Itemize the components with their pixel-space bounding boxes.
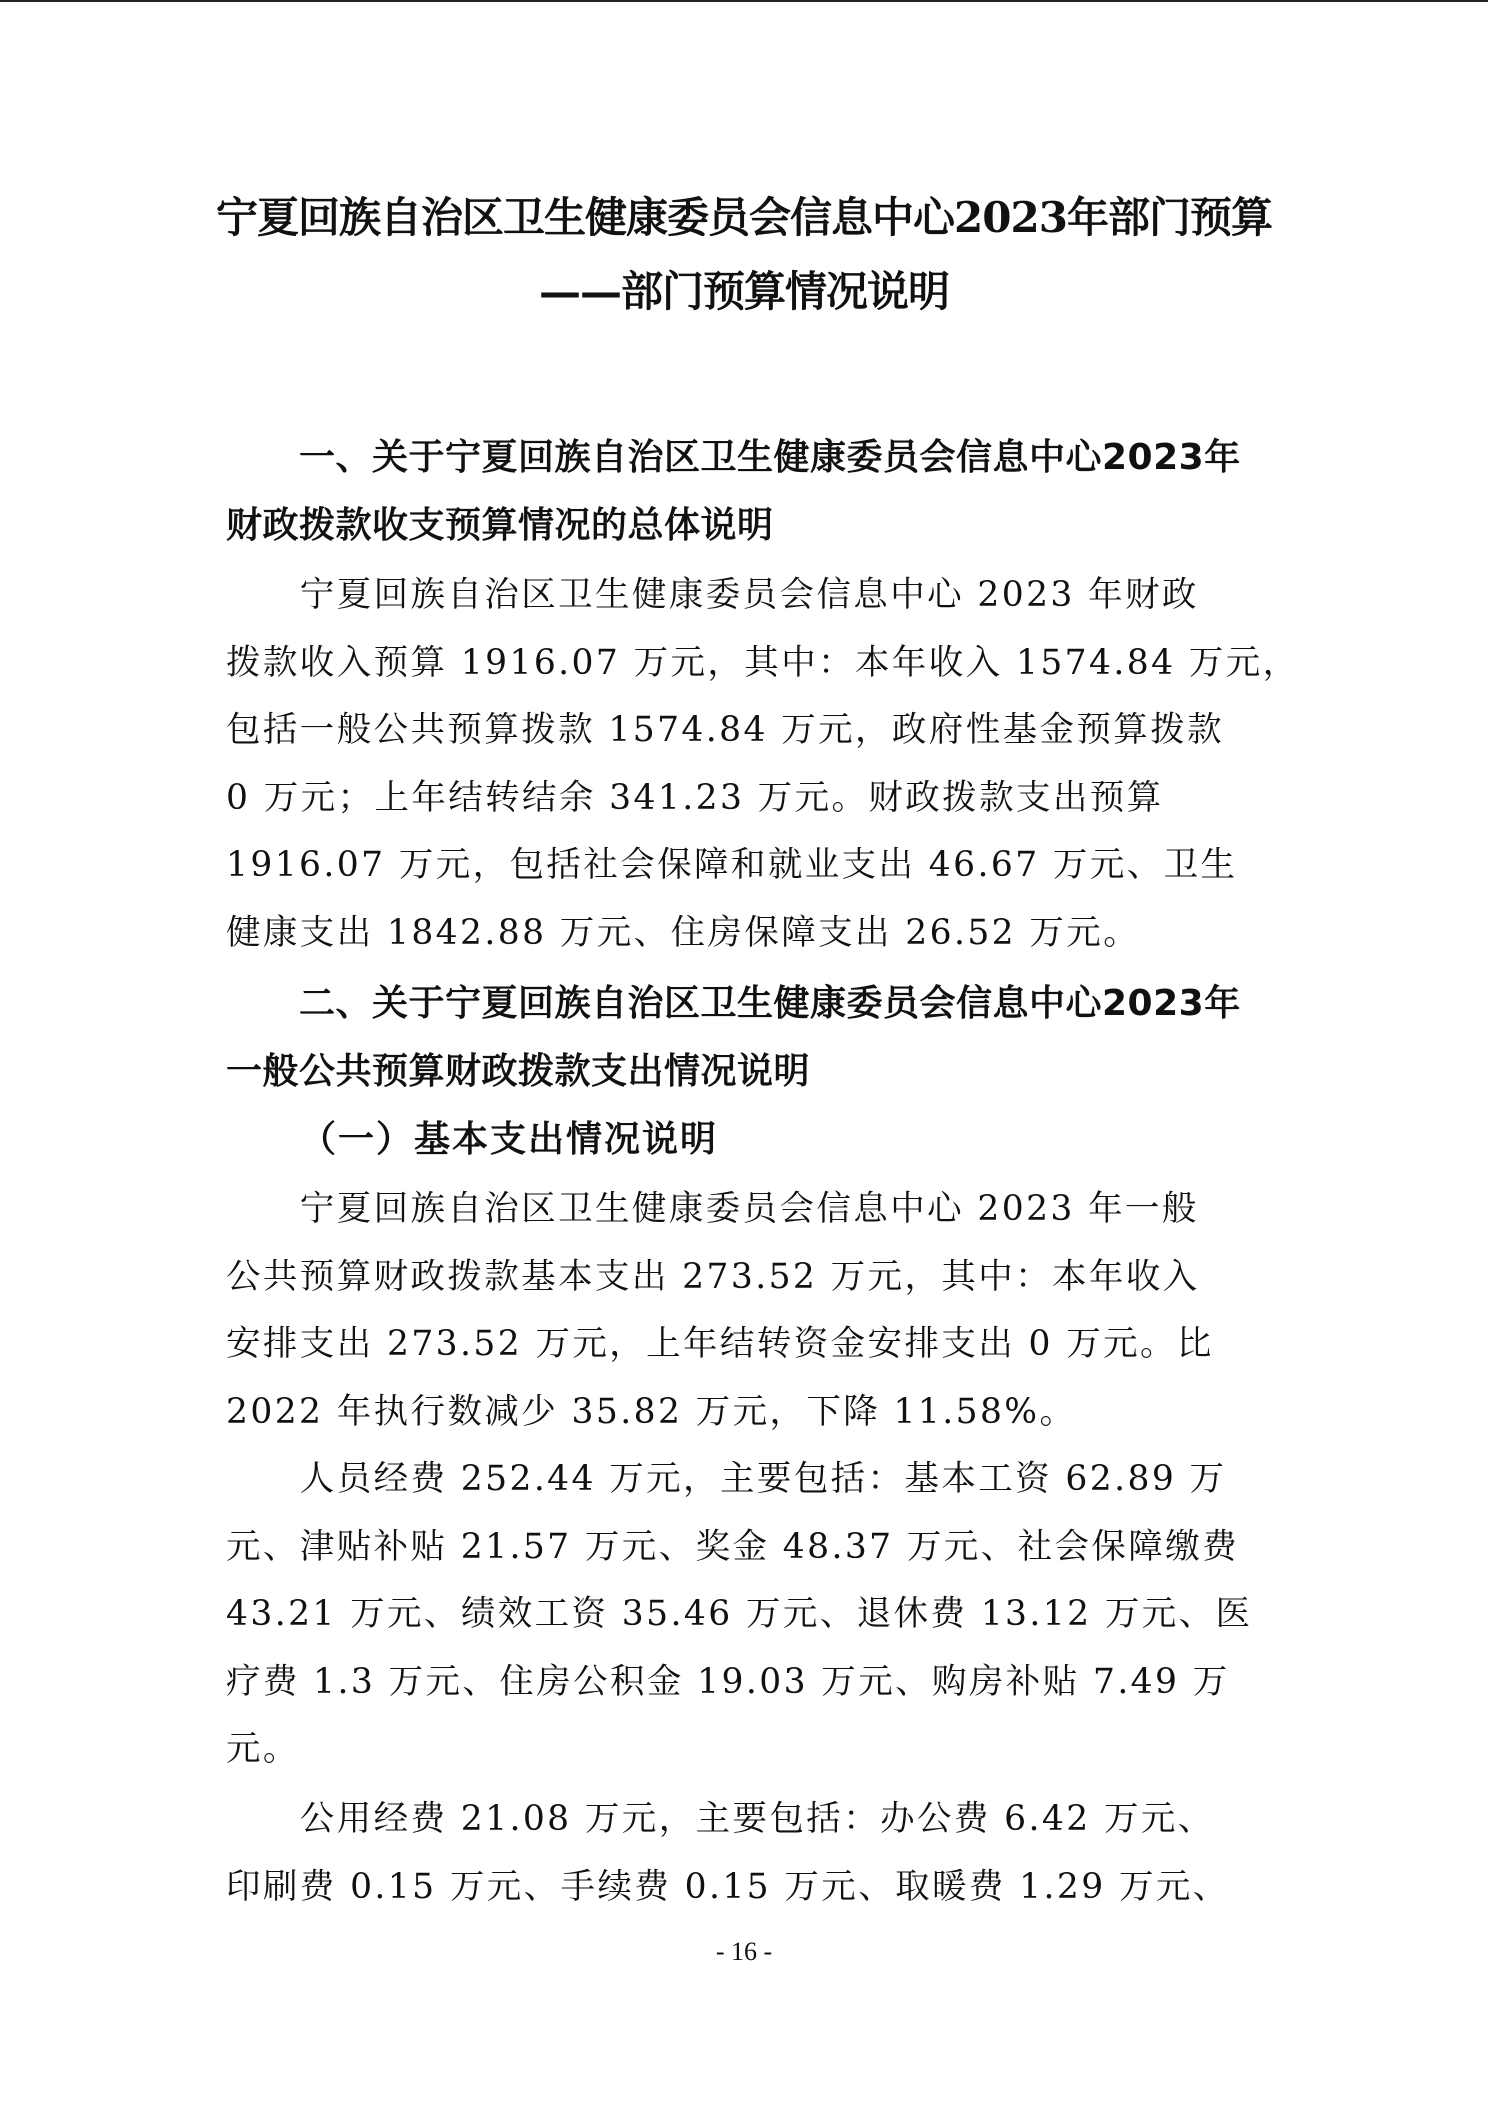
paragraph-line: 2022 年执行数减少 35.82 万元，下降 11.58%。 — [226, 1391, 1077, 1432]
top-border-line — [0, 0, 1488, 2]
paragraph-line: 拨款收入预算 1916.07 万元，其中：本年收入 1574.84 万元， — [226, 642, 1300, 683]
paragraph-line: 元、津贴补贴 21.57 万元、奖金 48.37 万元、社会保障缴费 — [226, 1526, 1239, 1567]
paragraph-line: 公共预算财政拨款基本支出 273.52 万元，其中：本年收入 — [226, 1256, 1200, 1297]
paragraph-line: 疗费 1.3 万元、住房公积金 19.03 万元、购房补贴 7.49 万 — [226, 1661, 1230, 1702]
paragraph-line: 健康支出 1842.88 万元、住房保障支出 26.52 万元。 — [226, 912, 1141, 953]
section-1-heading-line: 一、关于宁夏回族自治区卫生健康委员会信息中心2023年 — [226, 437, 1241, 478]
page-number: - 16 - — [715, 1937, 773, 1966]
paragraph-line: 元。 — [226, 1729, 300, 1769]
paragraph-line: 人员经费 252.44 万元，主要包括：基本工资 62.89 万 — [226, 1459, 1227, 1499]
section-2-heading — [226, 970, 1266, 1106]
paragraph-line: 0 万元；上年结转结余 341.23 万元。财政拨款支出预算 — [226, 777, 1164, 818]
paragraph-line: 包括一般公共预算拨款 1574.84 万元，政府性基金预算拨款 — [226, 710, 1224, 750]
section-2-heading-line: 一般公共预算财政拨款支出情况说明 — [226, 1051, 811, 1092]
section-1-paragraph — [226, 562, 1300, 967]
paragraph-line: 1916.07 万元，包括社会保障和就业支出 46.67 万元、卫生 — [226, 845, 1238, 885]
section-1-heading — [226, 424, 1266, 560]
section-2-heading-line: 二、关于宁夏回族自治区卫生健康委员会信息中心2023年 — [226, 983, 1241, 1024]
personnel-expense-paragraph — [226, 1446, 1266, 1784]
paragraph-line: 43.21 万元、绩效工资 35.46 万元、退休费 13.12 万元、医 — [226, 1594, 1253, 1634]
document-title-line-2: ——部门预算情况说明 — [538, 267, 949, 316]
paragraph-line: 印刷费 0.15 万元、手续费 0.15 万元、取暖费 1.29 万元、 — [226, 1866, 1230, 1907]
document-title-line-1: 宁夏回族自治区卫生健康委员会信息中心2023年部门预算 — [216, 193, 1272, 242]
paragraph-line: 公用经费 21.08 万元，主要包括：办公费 6.42 万元、 — [226, 1799, 1215, 1839]
basic-expenditure-paragraph — [226, 1176, 1266, 1446]
paragraph-line: 宁夏回族自治区卫生健康委员会信息中心 2023 年一般 — [226, 1189, 1199, 1229]
paragraph-line: 宁夏回族自治区卫生健康委员会信息中心 2023 年财政 — [226, 575, 1199, 615]
public-expense-paragraph — [226, 1786, 1266, 1921]
basic-expenditure-subheading: （一）基本支出情况说明 — [300, 1119, 719, 1160]
section-1-heading-line: 财政拨款收支预算情况的总体说明 — [226, 505, 774, 546]
paragraph-line: 安排支出 273.52 万元，上年结转资金安排支出 0 万元。比 — [226, 1324, 1214, 1364]
